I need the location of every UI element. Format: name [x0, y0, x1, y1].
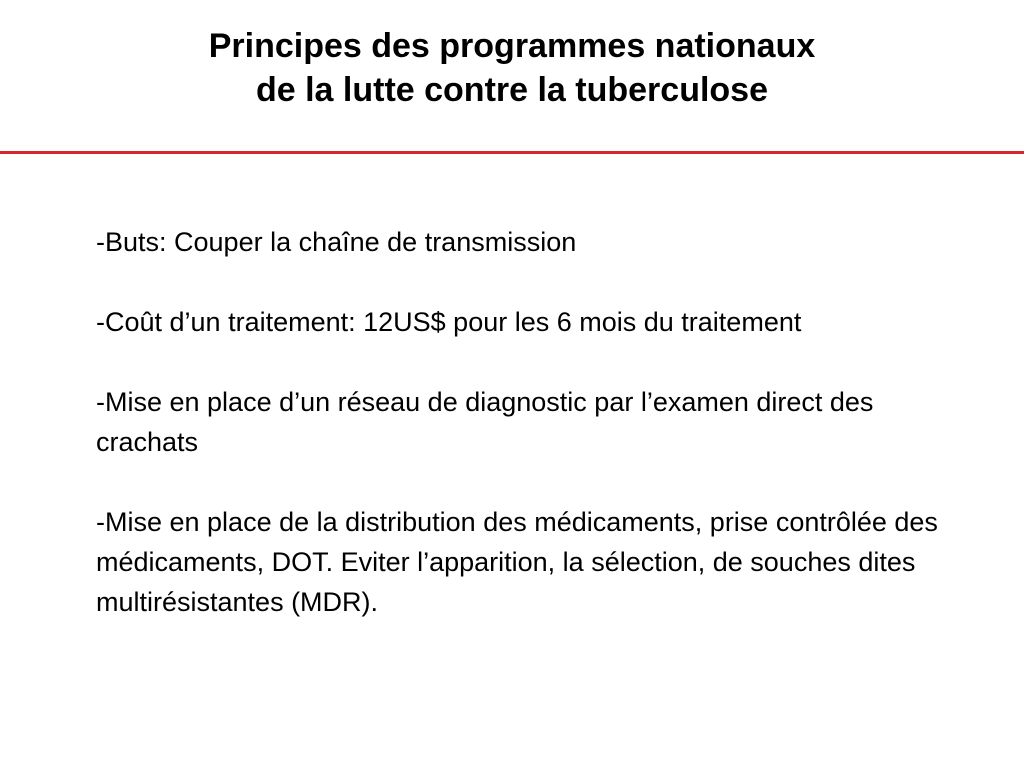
title-divider	[0, 151, 1024, 154]
slide-content	[96, 222, 976, 622]
slide-title-line-1: Principes des programmes nationaux	[208, 27, 816, 65]
slide-title-line-2: de la lutte contre la tuberculose	[255, 71, 768, 109]
bullet-drug-distribution: -Mise en place de la distribution des médicaments, prise contrôlée des médicaments, DOT. Eviter l’apparition, la sélection, de souches dites multirésistantes (MDR).	[96, 507, 938, 617]
bullet-goals: -Buts: Couper la chaîne de transmission	[96, 227, 577, 257]
bullet-treatment-cost: -Coût d’un traitement: 12US$ pour les 6 mois du traitement	[96, 307, 802, 337]
bullet-diagnostic-network: -Mise en place d’un réseau de diagnostic par l’examen direct des crachats	[96, 387, 874, 457]
slide-title	[0, 24, 1024, 112]
